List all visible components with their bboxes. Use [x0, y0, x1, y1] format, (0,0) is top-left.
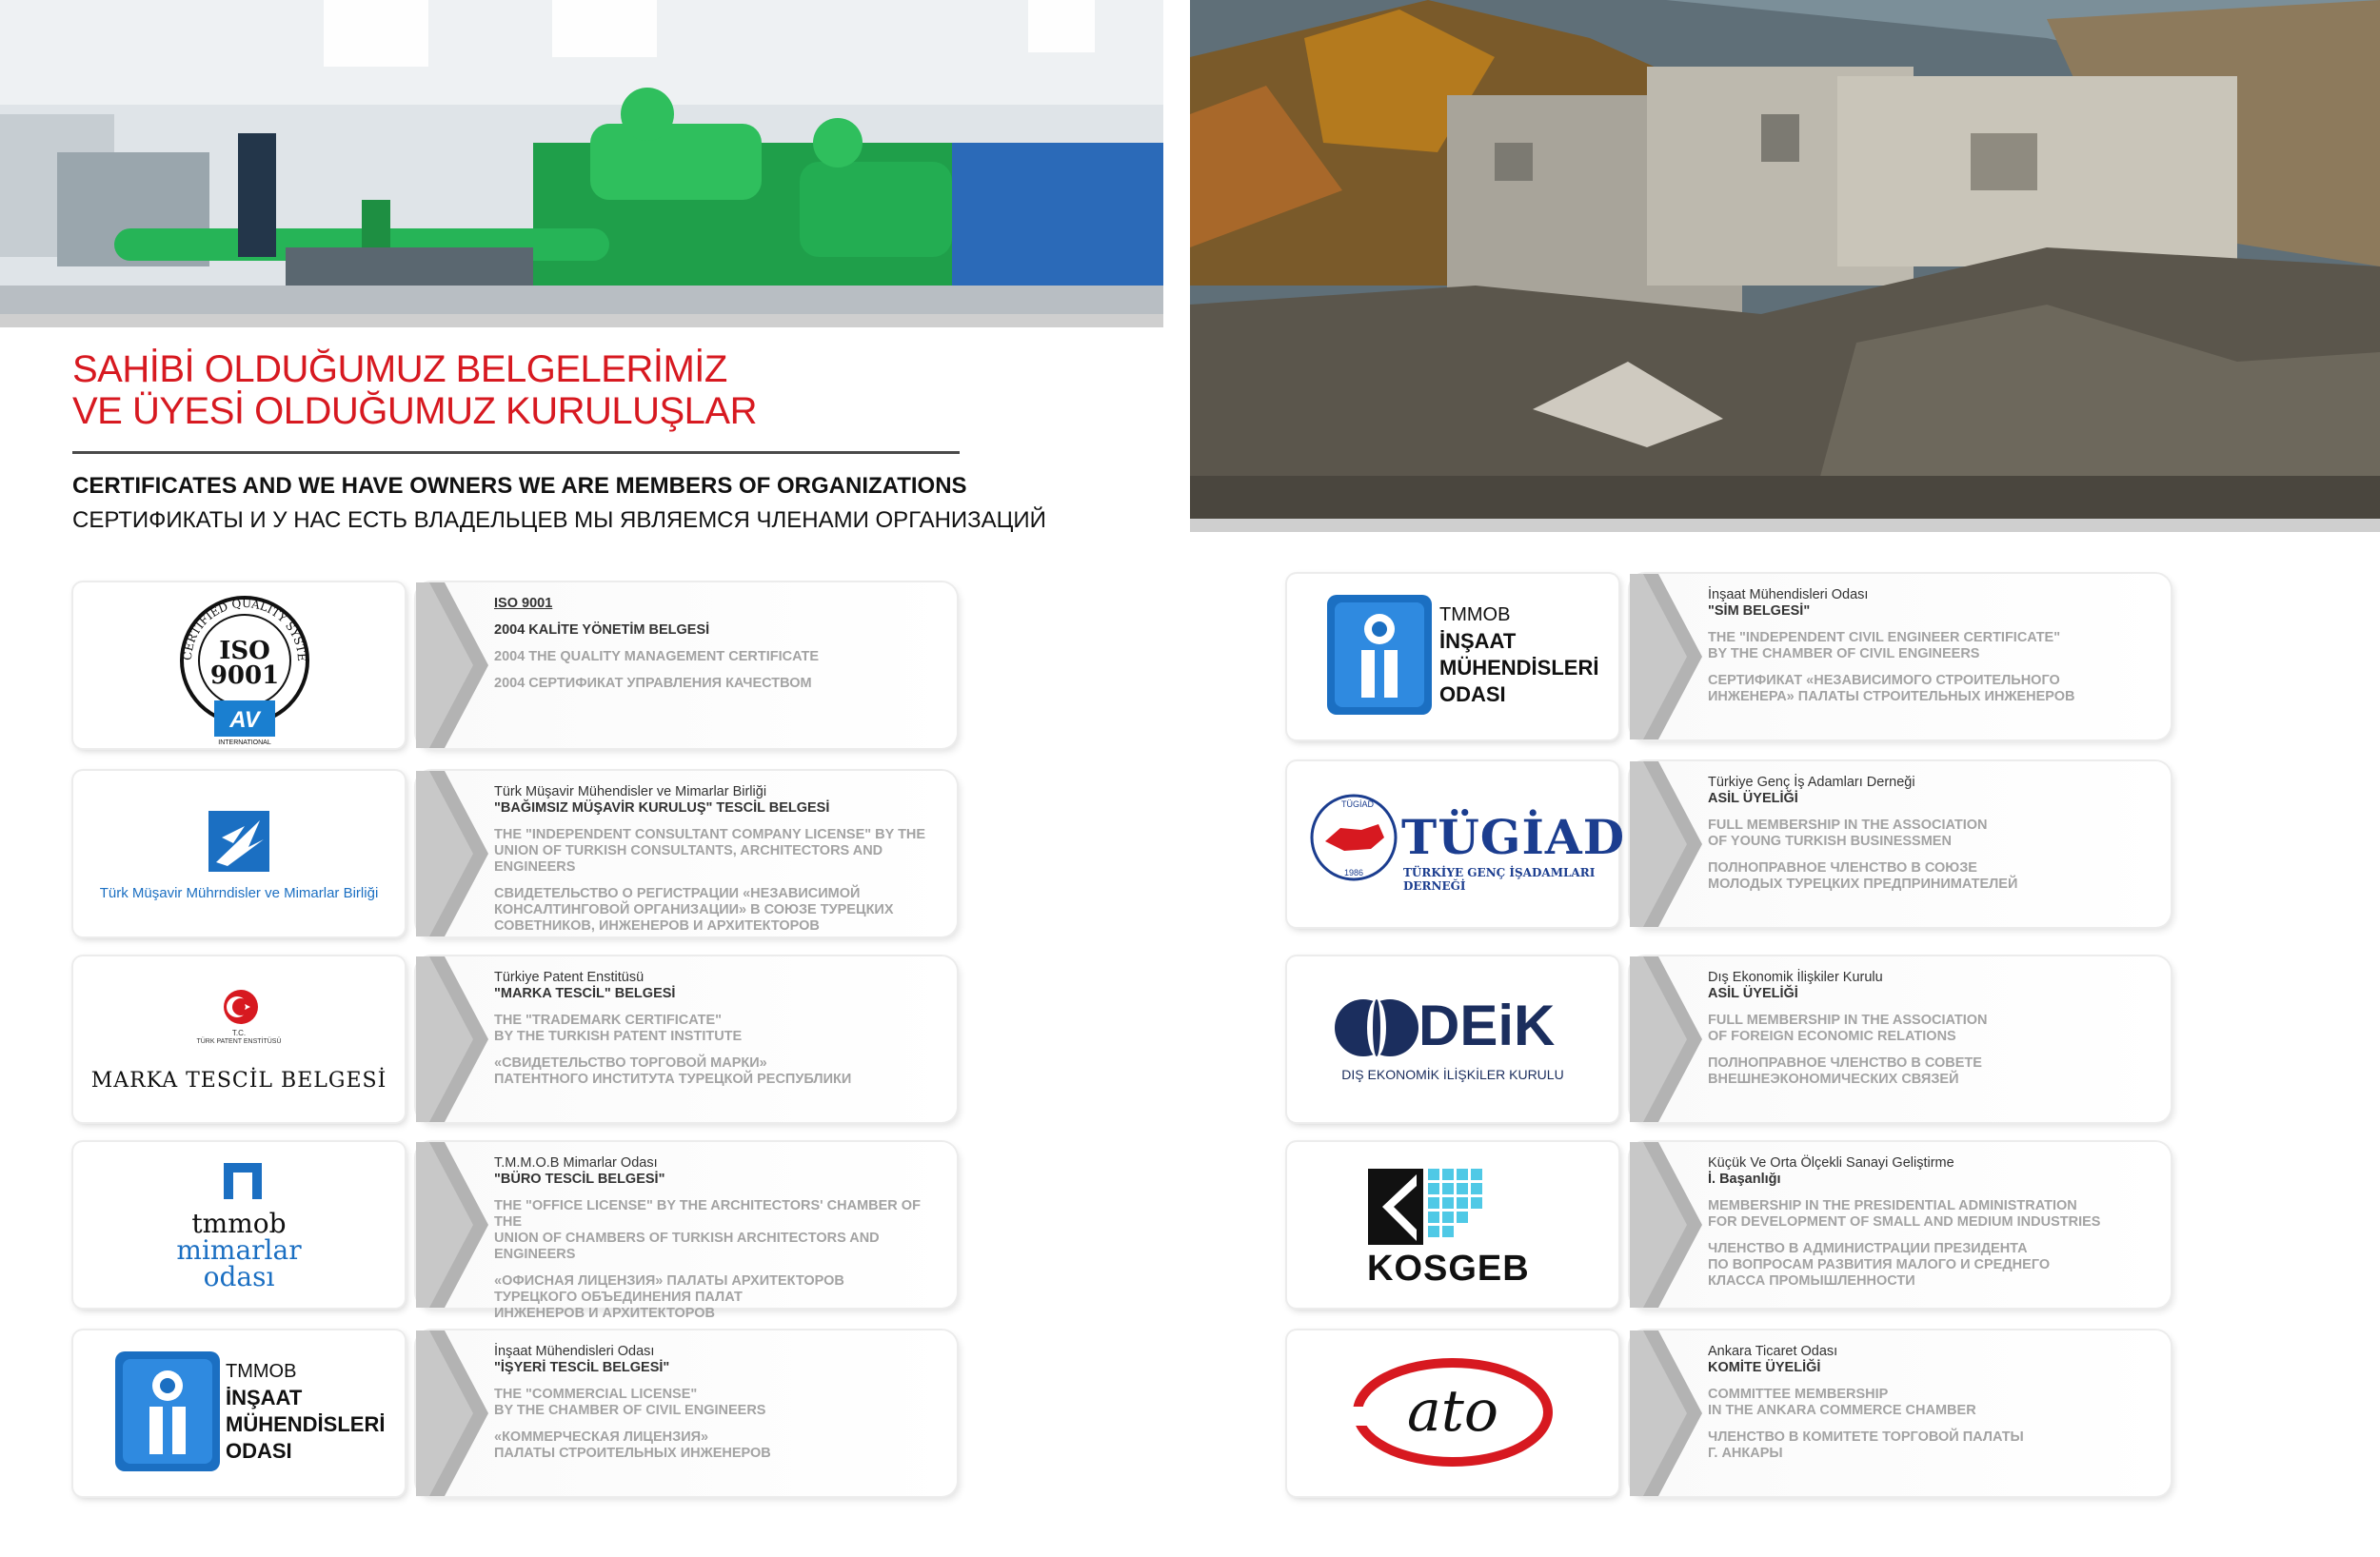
construction-photo — [1190, 0, 2380, 519]
heading-line-1: SAHİBİ OLDUĞUMUZ BELGELERİMİZ — [72, 348, 727, 390]
mimarlar-line-3: odası — [203, 1261, 275, 1292]
iso-ring-text: CERTIFIED QUALITY SYSTE — [180, 596, 309, 662]
iso-text: ISO — [219, 637, 270, 665]
card-subtitle: İ. Başanlığı — [1708, 1172, 1781, 1187]
international-text: INTERNATIONAL — [218, 739, 271, 746]
heading-english: CERTIFICATES AND WE HAVE OWNERS WE ARE MEMBERS OF ORGANIZATIONS — [72, 473, 967, 499]
certificate-card-mimarlar — [416, 1142, 957, 1321]
imo-line-3: MÜHENDİSLERİ — [1439, 656, 1599, 680]
heading-line-2: VE ÜYESİ OLDUĞUMUZ KURULUŞLAR — [72, 390, 757, 432]
card-title: İnşaat Mühendisleri Odası — [1708, 587, 1869, 602]
chevron-right-icon — [1630, 1330, 1704, 1496]
kosgeb-name: KOSGEB — [1367, 1249, 1530, 1289]
card-subtitle: ASİL ÜYELİĞİ — [1708, 986, 1798, 1001]
card-russian: ПОЛНОПРАВНОЕ ЧЛЕНСТВО В СОВЕТЕ ВНЕШНЕЭКОНОМИЧЕСКИХ СВЯЗЕЙ — [1708, 1055, 1982, 1087]
chevron-right-icon — [416, 582, 490, 748]
card-russian: ПОЛНОПРАВНОЕ ЧЛЕНСТВО В СОЮЗЕ МОЛОДЫХ ТУРЕЦКИХ ПРЕДПРИНИМАТЕЛЕЙ — [1708, 860, 2018, 892]
card-english: 2004 THE QUALITY MANAGEMENT CERTIFICATE — [494, 649, 820, 664]
photo-divider — [0, 314, 1163, 327]
card-subtitle: "SİM BELGESİ" — [1708, 603, 1811, 619]
card-title: Türkiye Patent Enstitüsü — [494, 970, 645, 985]
mimarlar-line-1: tmmob — [191, 1208, 287, 1239]
kosgeb-logo-card — [1287, 1142, 1618, 1308]
card-english: MEMBERSHIP IN THE PRESIDENTIAL ADMINISTRATION FOR DEVELOPMENT OF SMALL AND MEDIUM INDUSTRIES — [1708, 1198, 2101, 1230]
patent-institute-text: TÜRK PATENT ENSTİTÜSÜ — [196, 1038, 282, 1045]
imo-line-1: TMMOB — [1439, 604, 1511, 625]
card-subtitle: ASİL ÜYELİĞİ — [1708, 791, 1798, 806]
tugiad-logo-card — [1287, 761, 1626, 927]
imo-line-4: ODASI — [226, 1439, 292, 1463]
construction-photo-art — [1190, 0, 2380, 519]
certificate-card-kosgeb — [1630, 1142, 2171, 1308]
mimarlar-line-2: mimarlar — [176, 1234, 302, 1266]
factory-photo-art — [0, 0, 1163, 314]
card-title: ISO 9001 — [494, 596, 553, 611]
card-title: T.M.M.O.B Mimarlar Odası — [494, 1155, 658, 1171]
imo-line-2: İNŞAAT — [226, 1386, 303, 1409]
card-russian: 2004 СЕРТИФИКАТ УПРАВЛЕНИЯ КАЧЕСТВОМ — [494, 676, 812, 691]
patent-logo-card — [73, 956, 405, 1122]
certificate-card-tugiad — [1630, 761, 2171, 927]
photo-divider — [1190, 519, 2380, 532]
deik-logo-card — [1287, 956, 1618, 1122]
chevron-right-icon — [416, 1142, 490, 1308]
chevron-right-icon — [1630, 956, 1704, 1122]
certificate-card-deik — [1630, 956, 2171, 1122]
card-russian: СЕРТИФИКАТ «НЕЗАВИСИМОГО СТРОИТЕЛЬНОГО ИНЖЕНЕРА» ПАЛАТЫ СТРОИТЕЛЬНЫХ ИНЖЕНЕРОВ — [1708, 673, 2075, 704]
card-english: THE "INDEPENDENT CIVIL ENGINEER CERTIFICATE" BY THE CHAMBER OF CIVIL ENGINEERS — [1708, 630, 2061, 661]
card-english: THE "OFFICE LICENSE" BY THE ARCHITECTORS' CHAMBER OF THE UNION OF CHAMBERS OF TURKISH ARCHITECTORS AND ENGINEERS — [494, 1198, 921, 1262]
card-english: THE "TRADEMARK CERTIFICATE" BY THE TURKISH PATENT INSTITUTE — [494, 1013, 743, 1044]
chevron-right-icon — [1630, 574, 1704, 739]
card-english: THE "INDEPENDENT CONSULTANT COMPANY LICENSE" BY THE UNION OF TURKISH CONSULTANTS, ARCHITECTORS AND ENGINEERS — [494, 827, 926, 875]
card-subtitle: 2004 KALİTE YÖNETİM BELGESİ — [494, 622, 710, 638]
card-english: FULL MEMBERSHIP IN THE ASSOCIATION OF FOREIGN ECONOMIC RELATIONS — [1708, 1013, 1988, 1044]
deik-name: DEiK — [1418, 994, 1556, 1057]
imo-line-2: İNŞAAT — [1439, 629, 1517, 653]
certificate-card-iso — [416, 582, 957, 748]
card-english: THE "COMMERCIAL LICENSE" BY THE CHAMBER OF CIVIL ENGINEERS — [494, 1387, 766, 1418]
card-russian: «ОФИСНАЯ ЛИЦЕНЗИЯ» ПАЛАТЫ АРХИТЕКТОРОВ ТУРЕЦКОГО ОБЪЕДИНЕНИЯ ПАЛАТ ИНЖЕНЕРОВ И АРХИТЕКТОРОВ — [494, 1273, 844, 1321]
deik-subtitle: DIŞ EKONOMİK İLİŞKİLER KURULU — [1341, 1067, 1564, 1082]
svg-text:CERTIFIED QUALITY SYSTEM — [73, 582, 308, 661]
mimarlar-logo-card — [73, 1142, 405, 1308]
card-title: Ankara Ticaret Odası — [1708, 1344, 1838, 1359]
certificate-card-tmmmb — [416, 771, 957, 936]
imo-logo-card — [73, 1330, 405, 1496]
tmmmb-bird-icon — [73, 771, 405, 936]
certificate-card-patent — [416, 956, 957, 1122]
av-mark-text: AV — [229, 707, 260, 733]
chevron-right-icon — [416, 1330, 490, 1496]
card-subtitle: "BÜRO TESCİL BELGESİ" — [494, 1172, 665, 1187]
heading-divider — [72, 451, 960, 454]
certificate-card-sim — [1630, 574, 2171, 739]
card-title: İnşaat Mühendisleri Odası — [494, 1344, 655, 1359]
card-english: COMMITTEE MEMBERSHIP IN THE ANKARA COMMERCE CHAMBER — [1708, 1387, 1976, 1418]
heading-russian: СЕРТИФИКАТЫ И У НАС ЕСТЬ ВЛАДЕЛЬЦЕВ МЫ ЯВЛЯЕМСЯ ЧЛЕНАМИ ОРГАНИЗАЦИЙ — [72, 507, 1046, 533]
iso-9001-logo-icon — [73, 582, 405, 748]
chevron-right-icon — [1630, 761, 1704, 927]
tugiad-year: 1986 — [1344, 868, 1364, 877]
imo-line-3: MÜHENDİSLERİ — [226, 1412, 386, 1436]
patent-tc-text: T.C. — [231, 1029, 247, 1037]
imo-line-1: TMMOB — [226, 1361, 297, 1382]
card-subtitle: "BAĞIMSIZ MÜŞAVİR KURULUŞ" TESCİL BELGESİ — [494, 800, 830, 816]
card-title: Dış Ekonomik İlişkiler Kurulu — [1708, 970, 1883, 985]
card-russian: СВИДЕТЕЛЬСТВО О РЕГИСТРАЦИИ «НЕЗАВИСИМОЙ КОНСАЛТИНГОВОЙ ОРГАНИЗАЦИИ» В СОЮЗЕ ТУРЕЦКИХ СОВЕТНИКОВ, ИНЖЕНЕРОВ И АРХИТЕКТОРОВ — [494, 886, 894, 934]
card-subtitle: "MARKA TESCİL" BELGESİ — [494, 986, 676, 1001]
tugiad-subtitle: TÜRKİYE GENÇ İŞADAMLARI DERNEĞİ — [1403, 866, 1596, 893]
card-title: Küçük Ve Orta Ölçekli Sanayi Geliştirme — [1708, 1155, 1954, 1171]
ato-logo-card — [1287, 1330, 1618, 1496]
card-russian: «КОММЕРЧЕСКАЯ ЛИЦЕНЗИЯ» ПАЛАТЫ СТРОИТЕЛЬНЫХ ИНЖЕНЕРОВ — [494, 1429, 771, 1461]
card-title: Türkiye Genç İş Adamları Derneği — [1708, 775, 1915, 790]
card-title: Türk Müşavir Mühendisler ve Mimarlar Birliği — [494, 784, 767, 799]
ato-name: ato — [1406, 1378, 1498, 1445]
patent-caption: MARKA TESCİL BELGESİ — [90, 1069, 387, 1093]
tmmmb-logo-card — [73, 771, 405, 936]
card-russian: ЧЛЕНСТВО В КОМИТЕТЕ ТОРГОВОЙ ПАЛАТЫ Г. АНКАРЫ — [1708, 1429, 2024, 1461]
imo-sim-logo-card — [1287, 574, 1618, 739]
certificate-card-imo — [416, 1330, 957, 1496]
factory-photo — [0, 0, 1163, 314]
tugiad-name: TÜGİAD — [1401, 809, 1626, 865]
iso-logo-card — [73, 582, 405, 748]
card-russian: ЧЛЕНСТВО В АДМИНИСТРАЦИИ ПРЕЗИДЕНТА ПО ВОПРОСАМ РАЗВИТИЯ МАЛОГО И СРЕДНЕГО КЛАССА ПРОМЫШЛЕННОСТИ — [1708, 1241, 2051, 1289]
chevron-right-icon — [1630, 1142, 1704, 1308]
chevron-right-icon — [416, 771, 490, 936]
card-subtitle: "İŞYERİ TESCİL BELGESİ" — [494, 1360, 670, 1375]
card-russian: «СВИДЕТЕЛЬСТВО ТОРГОВОЙ МАРКИ» ПАТЕНТНОГО ИНСТИТУТА ТУРЕЦКОЙ РЕСПУБЛИКИ — [494, 1055, 852, 1087]
tugiad-ring-name: TÜGİAD — [1341, 799, 1375, 809]
iso-number-text: 9001 — [209, 661, 280, 690]
chevron-right-icon — [416, 956, 490, 1122]
imo-line-4: ODASI — [1439, 682, 1506, 706]
tmmmb-caption: Türk Müşavir Mührndisler ve Mimarlar Birliği — [99, 885, 379, 901]
card-subtitle: KOMİTE ÜYELİĞİ — [1708, 1360, 1821, 1375]
certificate-card-ato — [1630, 1330, 2171, 1496]
card-english: FULL MEMBERSHIP IN THE ASSOCIATION OF YOUNG TURKISH BUSINESSMEN — [1708, 818, 1988, 849]
